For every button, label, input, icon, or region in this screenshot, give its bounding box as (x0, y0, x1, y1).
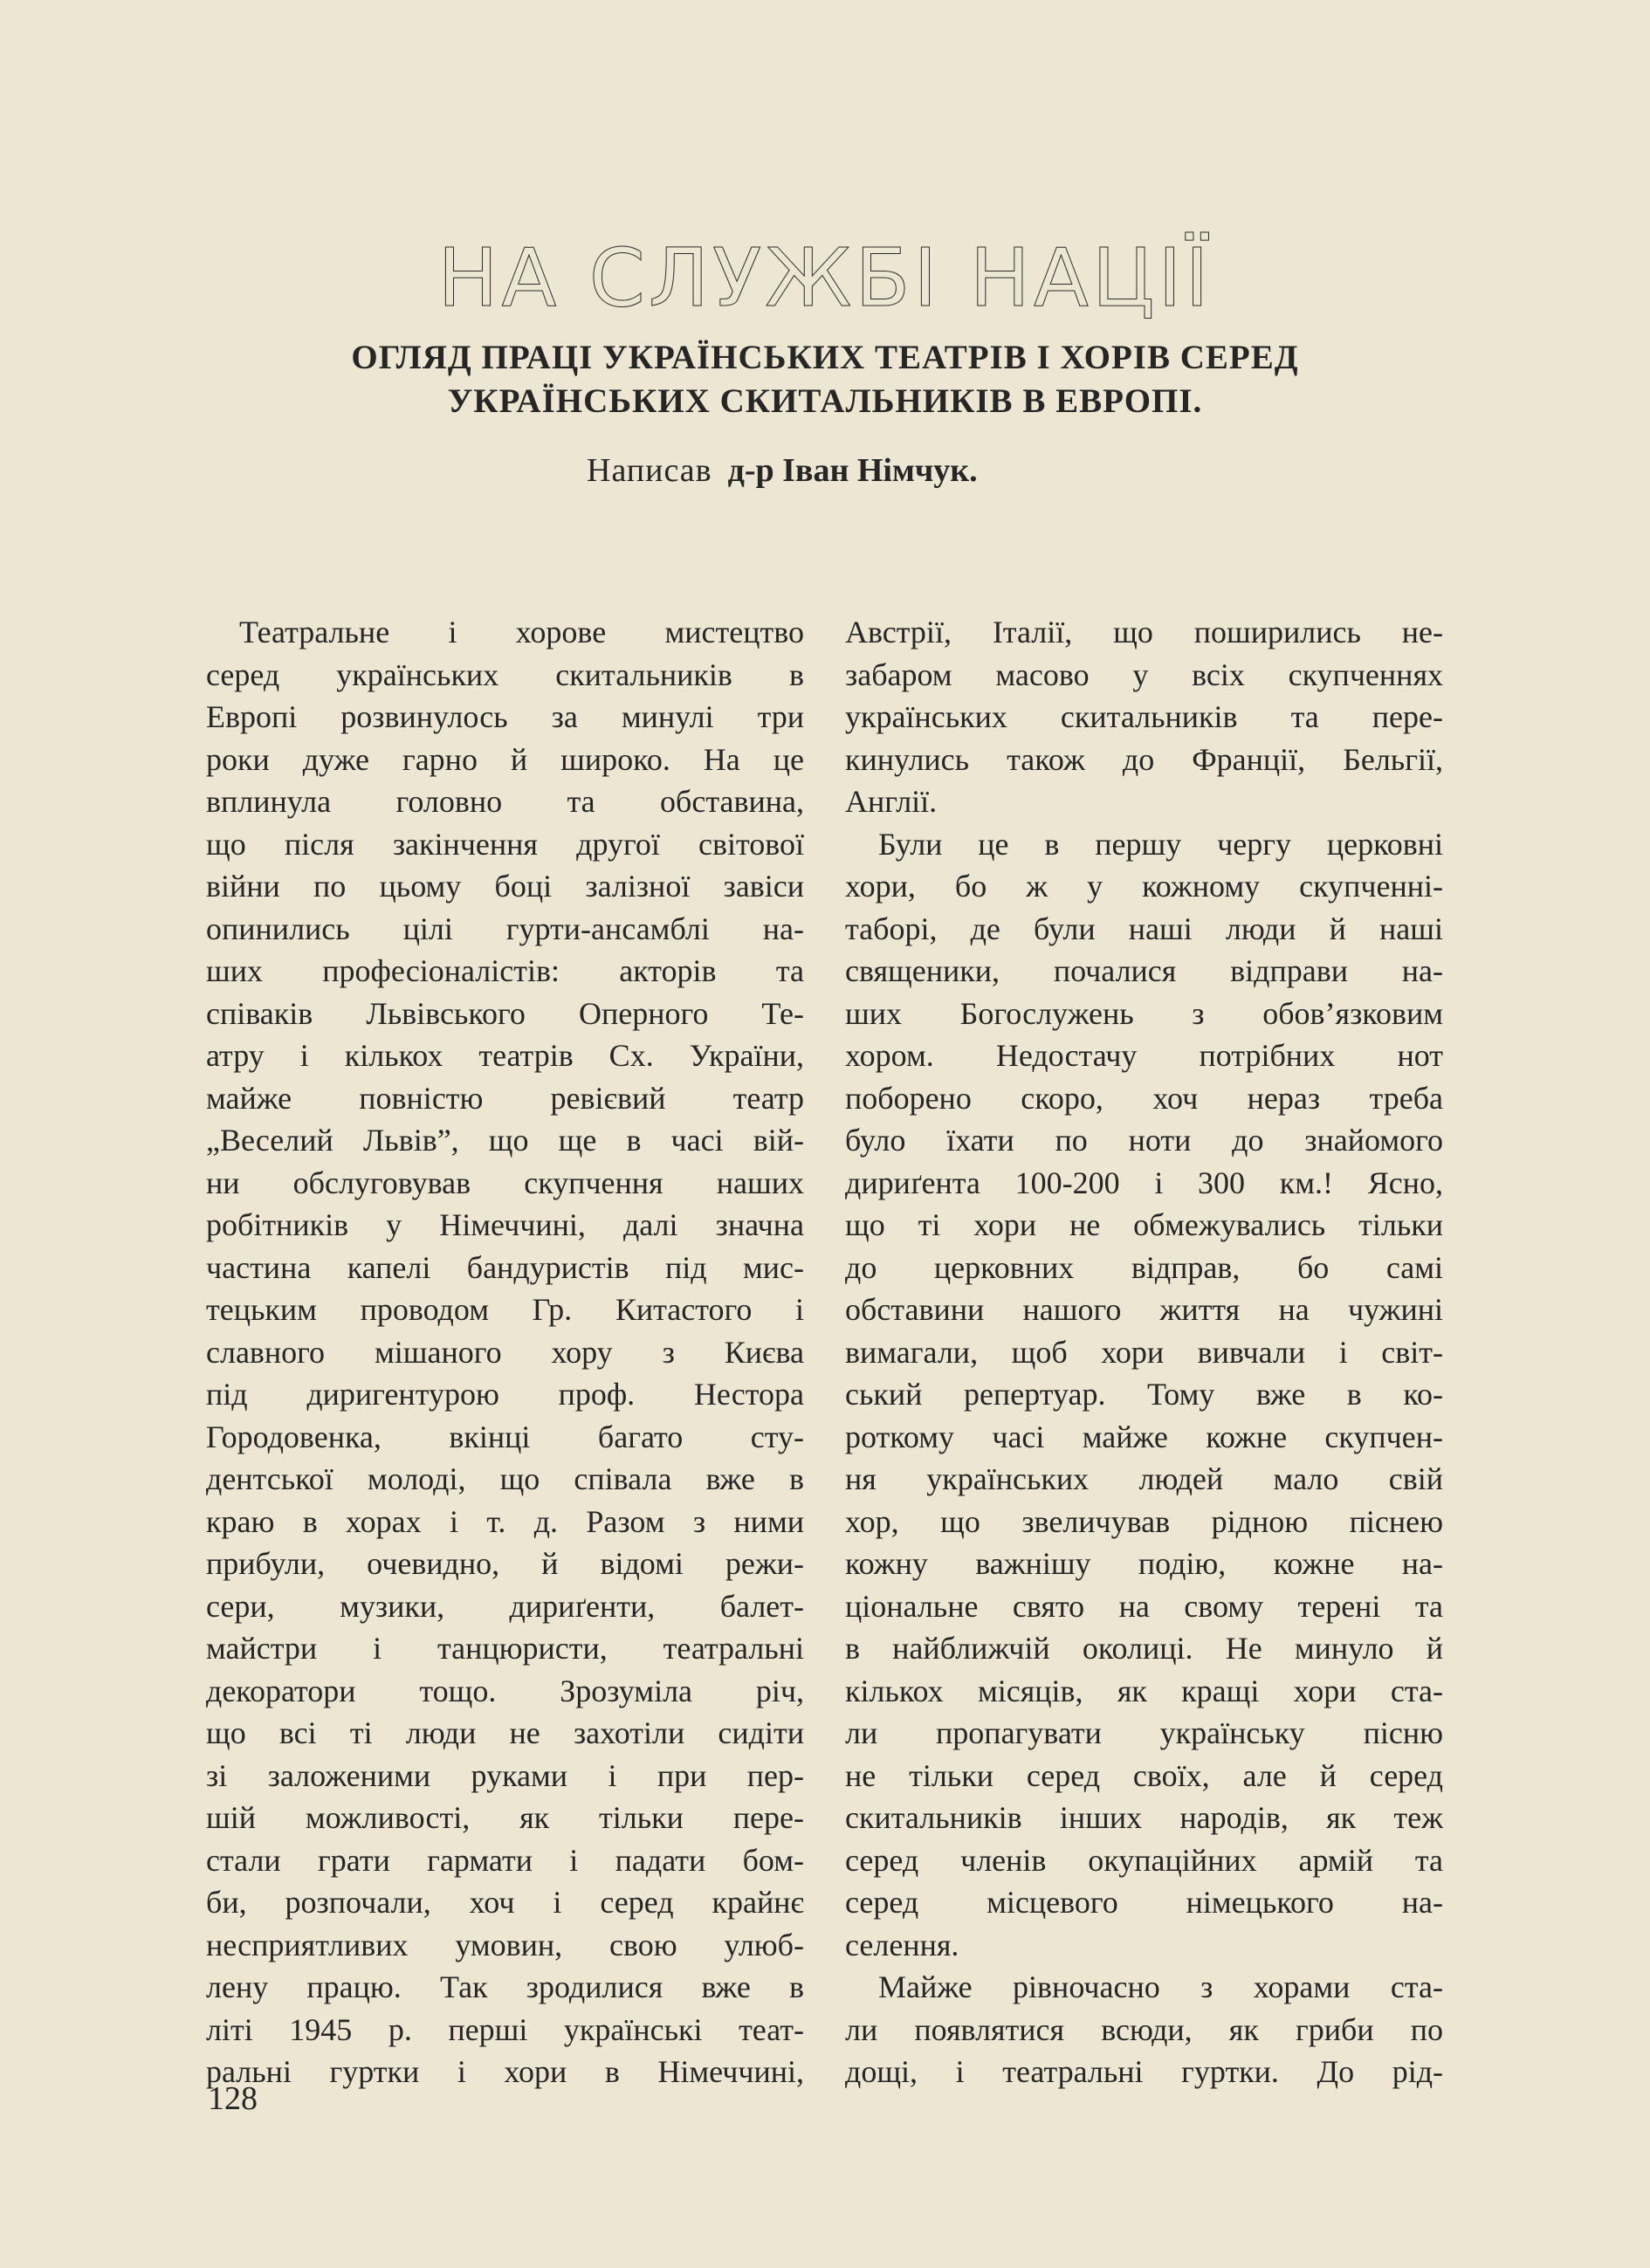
text-line: би, розпочали, хоч і серед крайнє (206, 1885, 804, 1920)
subtitle-line: УКРАЇНСЬКИХ СКИТАЛЬНИКІВ В ЕВРОПІ. (447, 382, 1203, 420)
article-title: НА СЛУЖБІ НАЦІЇ (437, 231, 1213, 325)
text-line: українських скитальників та пере- (845, 699, 1443, 734)
text-line: хором. Недостачу потрібних нот (845, 1038, 1443, 1073)
text-line: стали грати гармати і падати бом- (206, 1842, 804, 1878)
text-line: декоратори тощо. Зрозуміла річ, (206, 1673, 804, 1708)
text-line: дириґента 100-200 і 300 км.! Ясно, (845, 1165, 1443, 1200)
text-line: священики, почалися відправи на- (845, 953, 1443, 988)
text-line: дентської молоді, що співала вже в (206, 1461, 804, 1496)
text-line: до церковних відправ, бо самі (845, 1249, 1443, 1285)
text-line: було їхати по ноти до знайомого (845, 1123, 1443, 1158)
text-line: забаром масово у всіх скупченнях (845, 656, 1443, 692)
text-line: робітників у Німеччині, далі значна (206, 1207, 804, 1242)
text-line: краю в хорах і т. д. Разом з ними (206, 1503, 804, 1539)
text-line: серед місцевого німецького на- (845, 1885, 1443, 1920)
text-line: вплинула головно та обставина, (206, 784, 804, 819)
text-line: „Веселий Львів”, що ще в часі вій- (206, 1123, 804, 1158)
right-text-column (845, 611, 1443, 2093)
text-line: літі 1945 р. перші українські теат- (206, 2011, 804, 2047)
text-line: атру і кількох театрів Сх. України, (206, 1038, 804, 1073)
text-line: кинулись також до Франції, Бельгії, (845, 741, 1443, 777)
text-line: зі заложеними руками і при пер- (206, 1757, 804, 1793)
text-line: обставини нашого життя на чужині (845, 1292, 1443, 1327)
text-line: вимагали, щоб хори вивчали і світ- (845, 1334, 1443, 1370)
text-line: Англії. (845, 784, 938, 819)
text-line: ціональне свято на свому терені та (845, 1588, 1443, 1624)
text-line: війни по цьому боці залізної завіси (206, 869, 804, 904)
byline (587, 451, 978, 490)
subtitle-line: ОГЛЯД ПРАЦІ УКРАЇНСЬКИХ ТЕАТРІВ І ХОРІВ СЕРЕД (351, 339, 1299, 376)
text-line: тецьким проводом Гр. Китастого і (206, 1292, 804, 1327)
text-line: співаків Львівського Оперного Те- (206, 995, 804, 1031)
text-line: кількох місяців, як кращі хори ста- (845, 1673, 1443, 1708)
text-line: майстри і танцюристи, театральні (206, 1631, 804, 1666)
left-text-column (206, 611, 804, 2093)
text-line: Майже рівночасно з хорами ста- (878, 1969, 1443, 2004)
text-line: ський репертуар. Тому вже в ко- (845, 1377, 1443, 1412)
text-line: під диригентурою проф. Нестора (206, 1377, 804, 1412)
text-line: серед українських скитальників в (206, 656, 804, 692)
text-line: роткому часі майже кожне скупчен- (845, 1419, 1443, 1454)
article-subtitle (0, 336, 1650, 423)
text-line: в найближчій околиці. Не минуло й (845, 1631, 1443, 1666)
text-line: роки дуже гарно й широко. На це (206, 741, 804, 777)
text-line: селення. (845, 1927, 959, 1962)
text-line: серед членів окупаційних армій та (845, 1842, 1443, 1878)
text-line: не тільки серед своїх, але й серед (845, 1757, 1443, 1793)
text-line: частина капелі бандуристів під мис- (206, 1249, 804, 1285)
text-line: кожну важнішу подію, кожне на- (845, 1546, 1443, 1581)
text-line: що всі ті люди не захотіли сидіти (206, 1715, 804, 1750)
text-line: що після закінчення другої світової (206, 826, 804, 862)
text-line: несприятливих умовин, свою улюб- (206, 1927, 804, 1962)
text-line: ших Богослужень з обов’язковим (845, 995, 1443, 1031)
text-line: ли появлятися всюди, як гриби по (845, 2011, 1443, 2047)
text-line: хор, що звеличував рідною піснею (845, 1503, 1443, 1539)
text-line: ня українських людей мало свій (845, 1461, 1443, 1496)
text-line: лену працю. Так зродилися вже в (206, 1969, 804, 2004)
byline-prefix: Написав (587, 452, 712, 489)
text-line: ни обслуговував скупчення наших (206, 1165, 804, 1200)
text-line: шій можливості, як тільки пере- (206, 1800, 804, 1835)
text-line: славного мішаного хору з Києва (206, 1334, 804, 1370)
text-line: що ті хори не обмежувались тільки (845, 1207, 1443, 1242)
byline-author: д-р Іван Німчук. (727, 452, 978, 489)
text-line: прибули, очевидно, й відомі режи- (206, 1546, 804, 1581)
text-line: дощі, і театральні гуртки. До рід- (845, 2054, 1443, 2089)
text-line: Театральне і хорове мистецтво (239, 615, 804, 649)
text-line: поборено скоро, хоч нераз треба (845, 1080, 1443, 1116)
text-line: хори, бо ж у кожному скупченні- (845, 869, 1443, 904)
text-line: Були це в першу чергу церковні (878, 826, 1443, 862)
text-line: ших професіоналістів: акторів та (206, 953, 804, 988)
text-line: Городовенка, вкінці багато сту- (206, 1419, 804, 1454)
text-line: майже повністю ревієвий театр (206, 1080, 804, 1116)
text-line: ли пропагувати українську пісню (845, 1715, 1443, 1750)
text-line: скитальників інших народів, як теж (845, 1800, 1443, 1835)
text-line: Австрії, Італії, що поширились не- (845, 615, 1443, 649)
text-line: сери, музики, дириґенти, балет- (206, 1588, 804, 1624)
text-line: ральні гуртки і хори в Німеччині, (206, 2054, 804, 2089)
text-line: Европі розвинулось за минулі три (206, 699, 804, 734)
text-line: таборі, де були наші люди й наші (845, 911, 1443, 946)
text-line: опинились цілі гурти-ансамблі на- (206, 911, 804, 946)
page-number: 128 (208, 2080, 258, 2117)
